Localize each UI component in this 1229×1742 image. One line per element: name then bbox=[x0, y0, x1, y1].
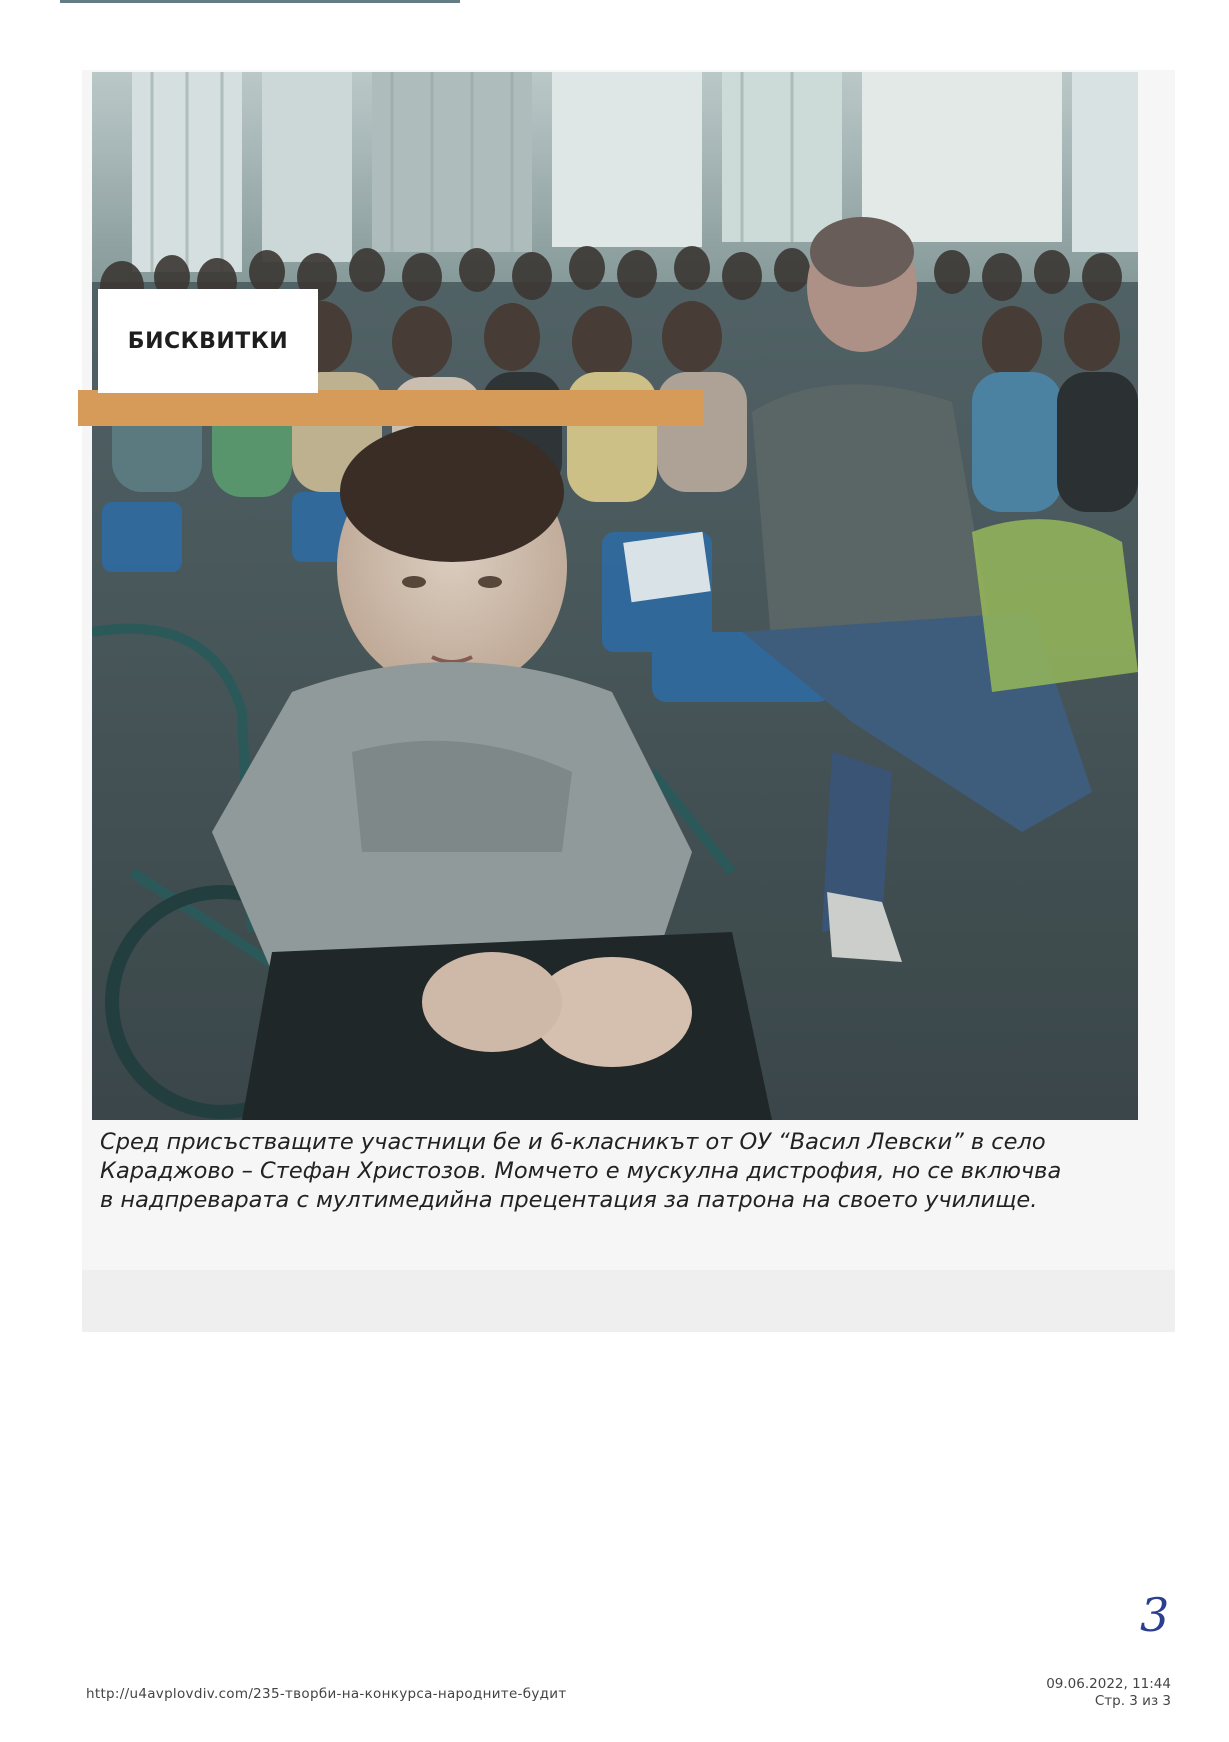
footer-url: http://u4avplovdiv.com/235-творби-на-конкурса-народните-будит bbox=[86, 1686, 567, 1702]
photo-caption bbox=[100, 1128, 1160, 1215]
article-photo bbox=[92, 72, 1138, 1120]
handwritten-page-number: 3 bbox=[1140, 1588, 1170, 1642]
photo-label-accent-bar bbox=[78, 390, 704, 426]
article-panel-bottom bbox=[82, 1270, 1175, 1332]
footer-print-info bbox=[1046, 1676, 1171, 1710]
caption-line: Караджово – Стефан Христозов. Момчето е мускулна дистрофия, но се включва bbox=[100, 1158, 1062, 1184]
photo-label: БИСКВИТКИ bbox=[127, 328, 289, 354]
caption-line: в надпреварата с мултимедийна прецентация за патрона на своето училище. bbox=[100, 1187, 1038, 1213]
scan-edge-line bbox=[60, 0, 460, 3]
footer-page-count: Стр. 3 из 3 bbox=[1094, 1693, 1171, 1709]
caption-line: Сред присъстващите участници бе и 6-класникът от ОУ “Васил Левски” в село bbox=[100, 1129, 1046, 1155]
footer-datetime: 09.06.2022, 11:44 bbox=[1046, 1676, 1171, 1692]
photo-label-box bbox=[98, 289, 318, 393]
